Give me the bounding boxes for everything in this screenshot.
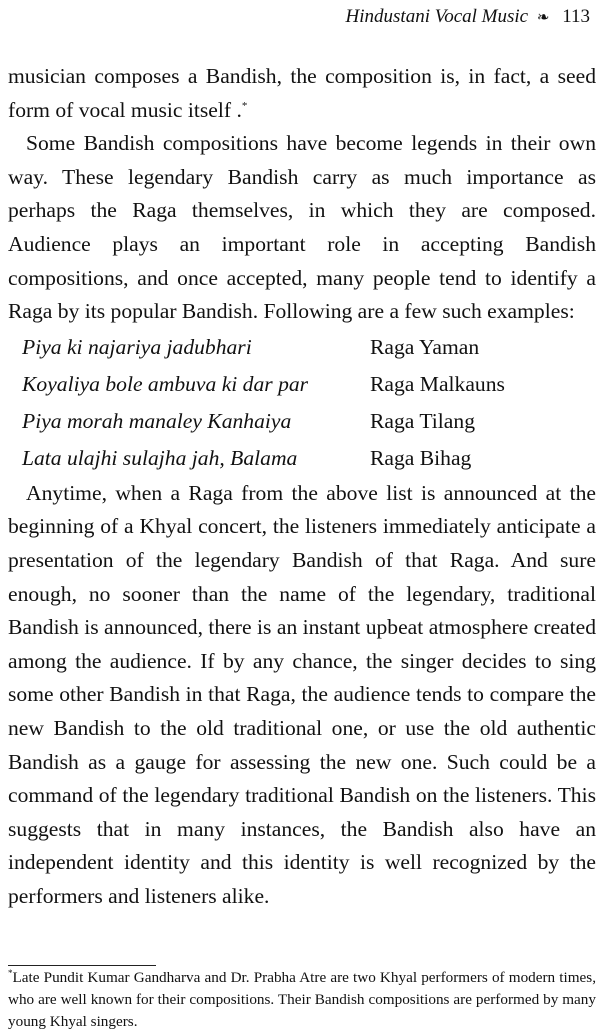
footnote-text: Late Pundit Kumar Gandharva and Dr. Prabha Atre are two Khyal performers of modern times, who are well known for their compositions. Their Bandish compositions are performed by many young Khyal singers. [8, 969, 596, 1031]
running-title: Hindustani Vocal Music [345, 6, 529, 27]
raga-name: Raga Yaman [370, 334, 480, 359]
body-text [8, 60, 596, 913]
example-row [8, 366, 596, 403]
bandish-title: Piya morah manaley Kanhaiya [22, 408, 292, 433]
bandish-title: Lata ulajhi sulajha jah, Balama [22, 445, 298, 470]
paragraph-anticipation: Anytime, when a Raga from the above list is announced at the beginning of a Khyal concert, the listeners immediately anticipate a presentation of the legendary Bandish of that Raga. And sure enough, no sooner than the name of the legendary, traditional Bandish is announced, there is an instant upbeat atmosphere created among the audience. If by any chance, the singer decides to sing some other Bandish in that Raga, the audience tends to compare the new Bandish to the old traditional one, or use the old authentic Bandish as a gauge for assessing the new one. Such could be a command of the legendary traditional Bandish on the listeners. This suggests that in many instances, the Bandish also have an independent identity and this identity is well recognized by the performers and listeners alike. [8, 480, 596, 908]
example-row [8, 403, 596, 440]
running-header [346, 6, 590, 28]
bandish-title: Koyaliya bole ambuva ki dar par [22, 371, 309, 396]
footnote-mark: * [8, 968, 13, 978]
footnote [8, 962, 596, 1033]
paragraph-legends: Some Bandish compositions have become legends in their own way. These legendary Bandish carry as much importance as perhaps the Raga themselves, in which they are composed. Audience plays an important role in accepting Bandish compositions, and once accepted, many people tend to identify a Raga by its popular Bandish. Following are a few such examples: [8, 131, 596, 324]
bandish-title: Piya ki najariya jadubhari [22, 334, 252, 359]
ornament-icon: ❧ [536, 10, 550, 26]
raga-name: Raga Tilang [370, 408, 475, 433]
bandish-examples-list [8, 329, 596, 477]
raga-name: Raga Malkauns [370, 371, 505, 396]
example-row [8, 440, 596, 477]
paragraph-continued: musician composes a Bandish, the composition is, in fact, a seed form of vocal music itself .* [8, 64, 596, 122]
example-row [8, 329, 596, 366]
page-number: 113 [562, 6, 590, 27]
raga-name: Raga Bihag [370, 445, 472, 470]
footnote-reference: * [241, 99, 248, 112]
